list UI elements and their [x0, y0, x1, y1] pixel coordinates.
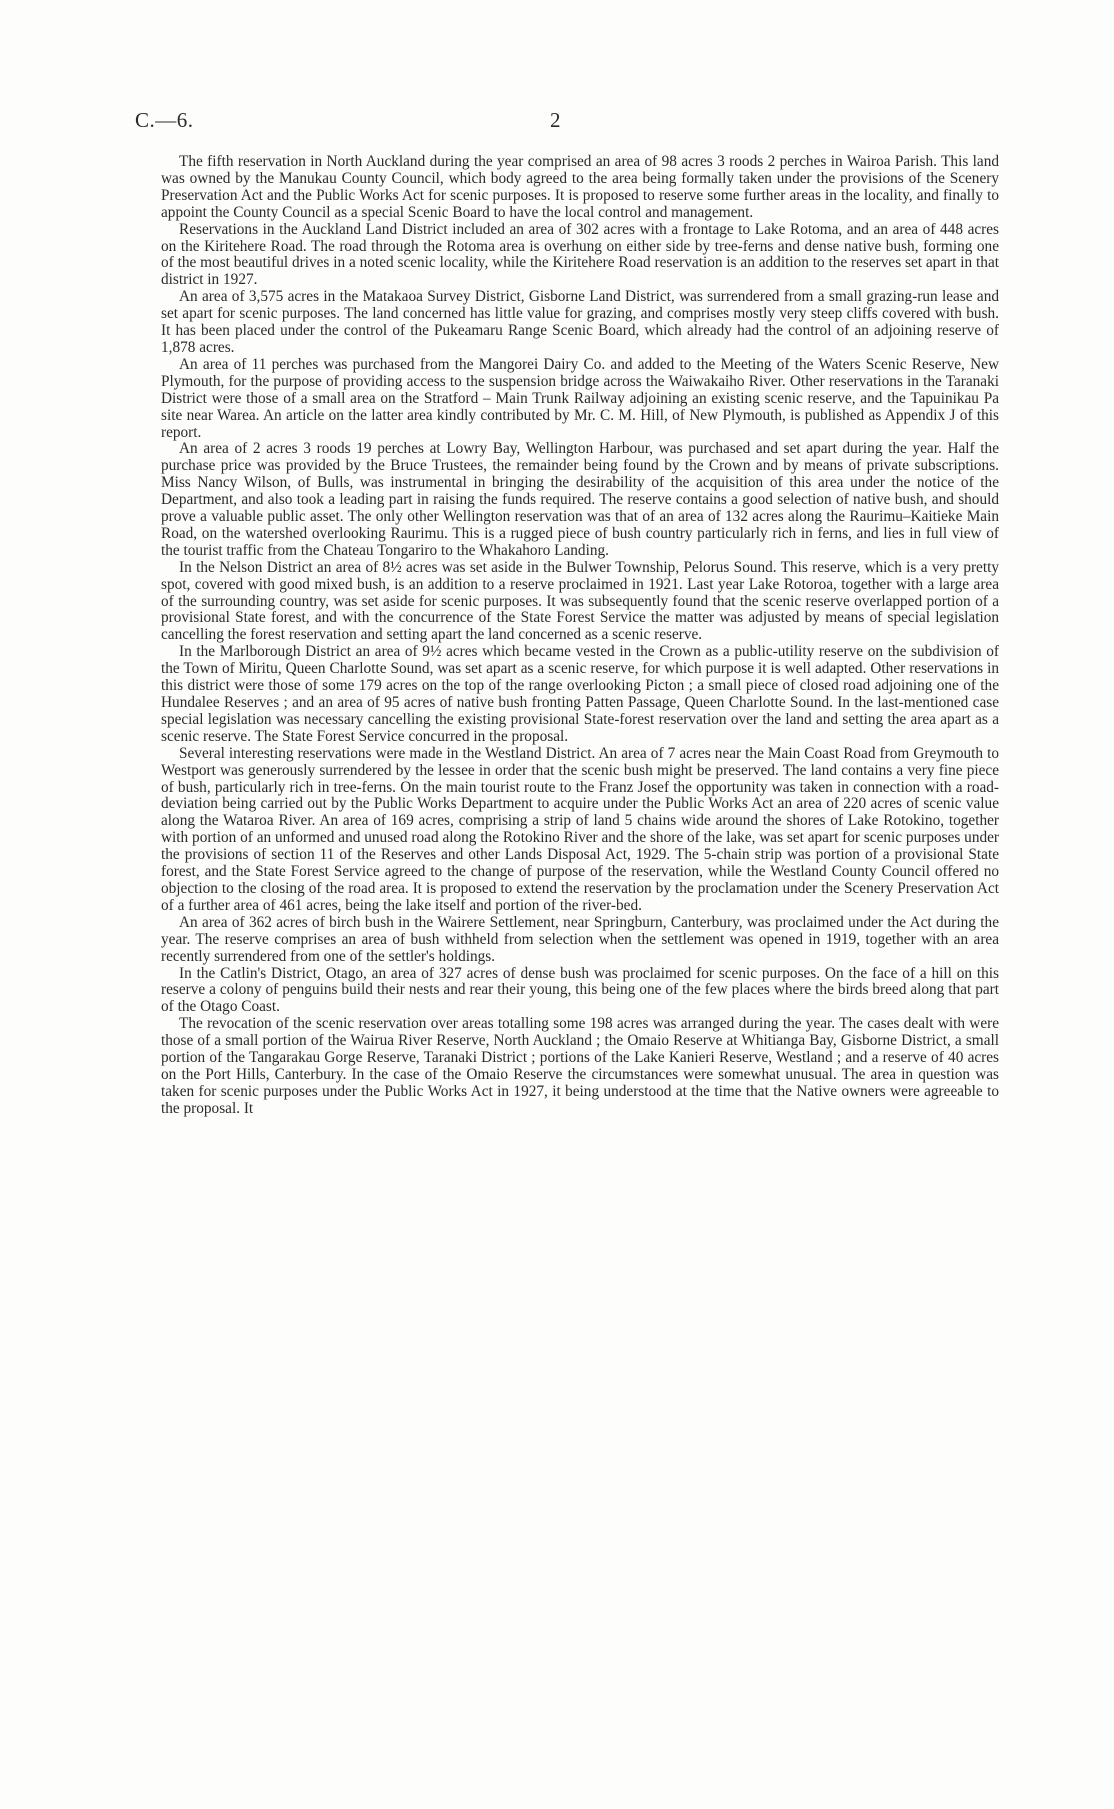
paragraph-marlborough: In the Marlborough District an area of 9½ acres which became vested in the Crown as a public-utility reserve on the subdivision of the Town of Miritu, Queen Charlotte Sound, was set apart as a scenic reserve, for which purpose it is well adapted. Other reservations in this district were those of some 179 acres on the top of the range overlooking Picton ; a small piece of closed road adjoining one of the Hundalee Reserves ; and an area of 95 acres of native bush fronting Patten Passage, Queen Charlotte Sound. In the last-mentioned case special legislation was necessary cancelling the existing provisional State-forest reservation over the land and setting the area apart as a scenic reserve. The State Forest Service concurred in the proposal. [161, 643, 999, 745]
paragraph-otago: In the Catlin's District, Otago, an area of 327 acres of dense bush was proclaimed for scenic purposes. On the face of a hill on this reserve a colony of penguins build their nests and rear their young, this being one of the few places where the birds breed along that part of the Otago Coast. [161, 964, 999, 1016]
paragraph-gisborne: An area of 3,575 acres in the Matakaoa Survey District, Gisborne Land District, was surrendered from a small grazing-run lease and set apart for scenic purposes. The land concerned has little value for grazing, and comprises mostly very steep cliffs covered with bush. It has been placed under the control of the Pukeamaru Range Scenic Board, which already had the control of an adjoining reserve of 1,878 acres. [161, 288, 999, 356]
paragraph-nelson: In the Nelson District an area of 8½ acres was set aside in the Bulwer Township, Pelorus Sound. This reserve, which is a very pretty spot, covered with good mixed bush, is an addition to a reserve proclaimed in 1921. Last year Lake Rotoroa, together with a large area of the surrounding country, was set aside for scenic purposes. It was subsequently found that the scenic reserve overlapped portion of a provisional State forest, and with the concurrence of the State Forest Service the matter was adjusted by means of special legislation cancelling the forest reservation and setting apart the land concerned as a scenic reserve. [161, 558, 999, 644]
paragraph-canterbury: An area of 362 acres of birch bush in the Wairere Settlement, near Springburn, Canterbury, was proclaimed under the Act during the year. The reserve comprises an area of bush withheld from selection when the settlement was opened in 1919, together with an area recently surrendered from one of the settler's holdings. [161, 913, 999, 965]
page-number: 2 [550, 108, 561, 132]
page-header [135, 108, 995, 138]
paragraph-north-auckland: The fifth reservation in North Auckland during the year comprised an area of 98 acres 3 roods 2 perches in Wairoa Parish. This land was owned by the Manukau County Council, which body agreed to the area being formally taken under the provisions of the Scenery Preservation Act and the Public Works Act for scenic purposes. It is proposed to reserve some further areas in the locality, and finally to appoint the County Council as a special Scenic Board to have the local control and management. [161, 153, 999, 221]
paragraph-revocation: The revocation of the scenic reservation over areas totalling some 198 acres was arranged during the year. The cases dealt with were those of a small portion of the Wairua River Reserve, North Auckland ; the Omaio Reserve at Whitianga Bay, Gisborne District, a small portion of the Tangarakau Gorge Reserve, Taranaki District ; portions of the Lake Kanieri Reserve, Westland ; and a reserve of 40 acres on the Port Hills, Canterbury. In the case of the Omaio Reserve the circumstances were somewhat unusual. The area in question was taken for scenic purposes under the Public Works Act in 1927, it being understood at the time that the Native owners were agreeable to the proposal. It [161, 1015, 999, 1117]
document-reference: C.—6. [135, 108, 194, 132]
paragraph-taranaki: An area of 11 perches was purchased from the Mangorei Dairy Co. and added to the Meeting of the Waters Scenic Reserve, New Plymouth, for the purpose of providing access to the suspension bridge across the Waiwakaiho River. Other reservations in the Taranaki District were those of a small area on the Stratford – Main Trunk Railway adjoining an existing scenic reserve, and the Tapuinikau Pa site near Warea. An article on the latter area kindly contributed by Mr. C. M. Hill, of New Plymouth, is published as Appendix J of this report. [161, 355, 999, 441]
document-body [161, 154, 999, 1118]
paragraph-auckland: Reservations in the Auckland Land District included an area of 302 acres with a frontage to Lake Rotoma, and an area of 448 acres on the Kiritehere Road. The road through the Rotoma area is overhung on either side by tree-ferns and dense native bush, forming one of the most beautiful drives in a noted scenic locality, while the Kiritehere Road reservation is an addition to the reserves set apart in that district in 1927. [161, 220, 999, 289]
paragraph-westland: Several interesting reservations were made in the Westland District. An area of 7 acres near the Main Coast Road from Greymouth to Westport was generously surrendered by the lessee in order that the scenic bush might be preserved. The land contains a very fine piece of bush, particularly rich in tree-ferns. On the main tourist route to the Franz Josef the opportunity was taken in connection with a road-deviation being carried out by the Public Works Department to acquire under the Public Works Act an area of 220 acres of scenic value along the Wataroa River. An area of 169 acres, comprising a strip of land 5 chains wide around the shores of Lake Rotokino, together with portion of an unformed and unused road along the Rotokino River and the shore of the lake, was set apart for scenic purposes under the provisions of section 11 of the Reserves and other Lands Disposal Act, 1929. The 5-chain strip was portion of a provisional State forest, and the State Forest Service agreed to the change of purpose of the reservation, while the Westland County Council offered no objection to the closing of the road area. It is proposed to extend the reservation by the proclamation under the Scenery Preservation Act of a further area of 461 acres, being the lake itself and portion of the river-bed. [161, 744, 999, 914]
paragraph-wellington: An area of 2 acres 3 roods 19 perches at Lowry Bay, Wellington Harbour, was purchased and set apart during the year. Half the purchase price was provided by the Bruce Trustees, the remainder being found by the Crown and by means of private subscriptions. Miss Nancy Wilson, of Bulls, was instrumental in bringing the desirability of the acquisition of this area under the notice of the Department, and also took a leading part in raising the funds required. The reserve contains a good selection of native bush, and should prove a valuable public asset. The only other Wellington reservation was that of an area of 132 acres along the Raurimu–Kaitieke Main Road, on the watershed overlooking Raurimu. This is a rugged piece of bush country particularly rich in ferns, and lies in full view of the tourist traffic from the Chateau Tongariro to the Whakahoro Landing. [161, 440, 999, 559]
